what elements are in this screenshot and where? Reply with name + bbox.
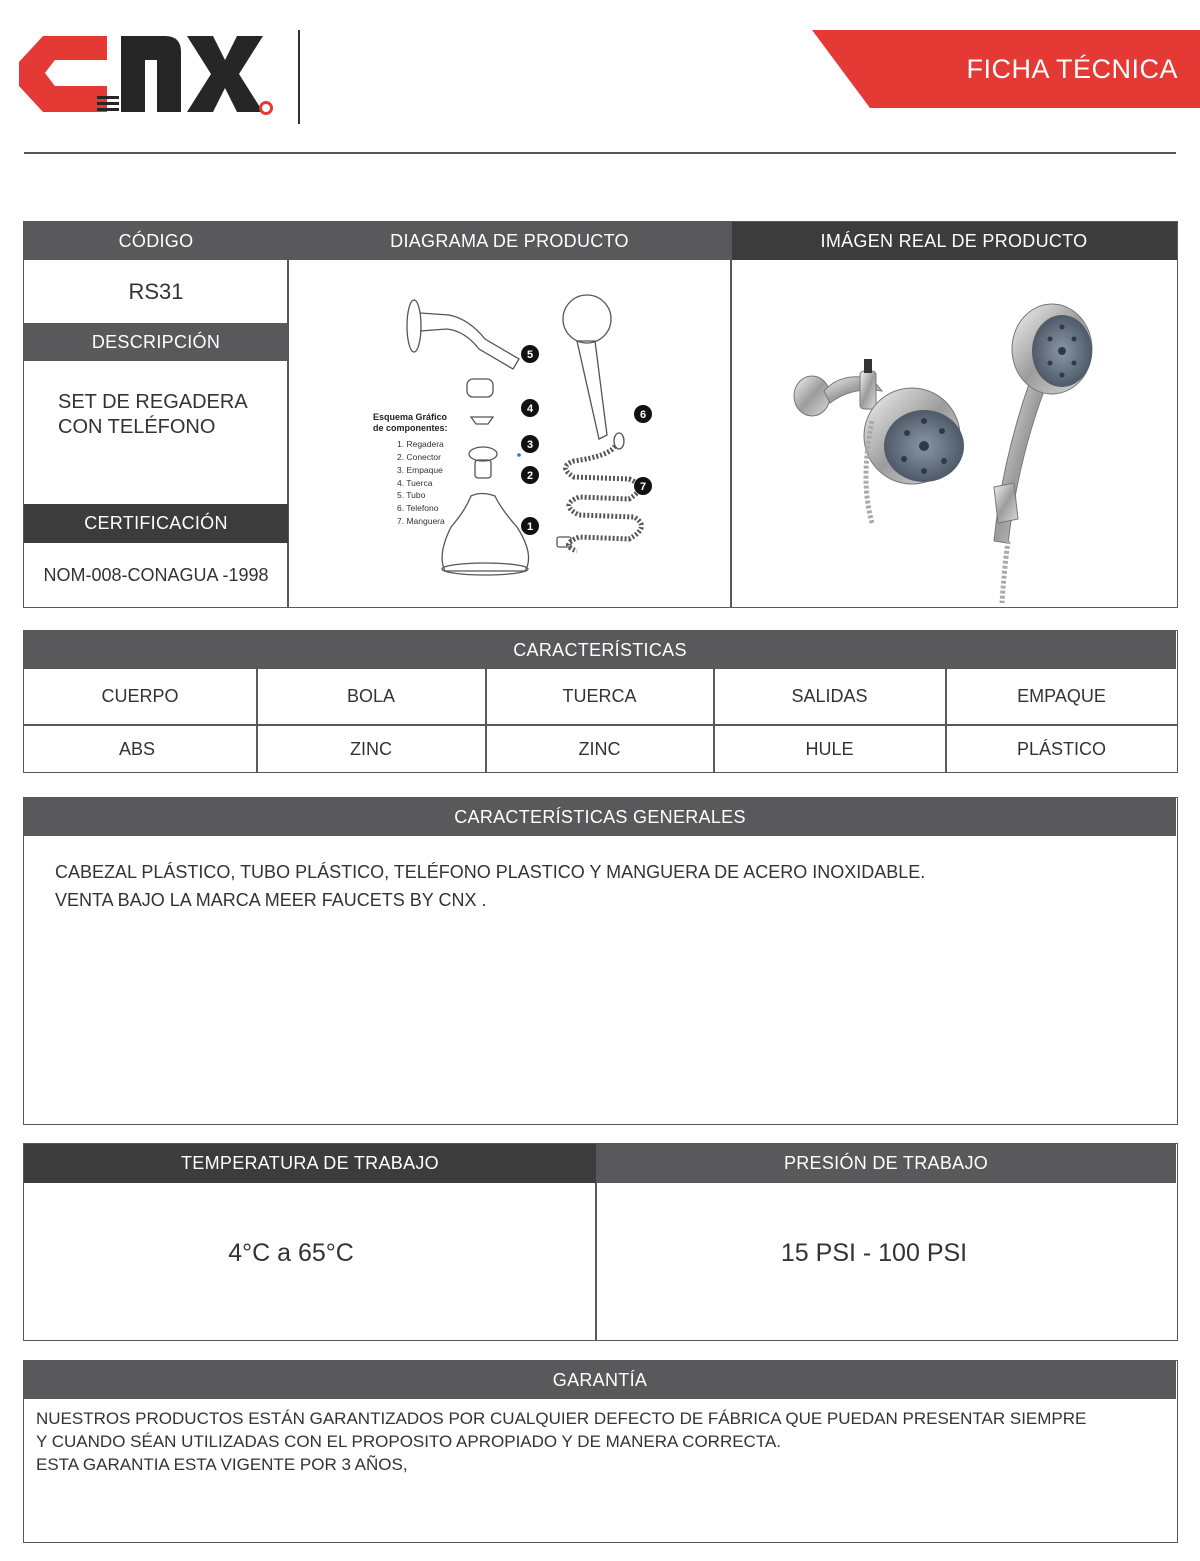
- marker-3: 3: [526, 439, 534, 451]
- marker-6: 6: [639, 409, 647, 421]
- warranty-line-2: Y CUANDO SÉAN UTILIZADAS CON EL PROPOSITO APROPIADO Y DE MANERA CORRECTA.: [36, 1432, 782, 1451]
- legend-item: 6. Telefono: [397, 503, 439, 513]
- legend-title-2: de componentes:: [373, 423, 448, 433]
- marker-7: 7: [639, 481, 647, 493]
- temperature-value: 4°C a 65°C: [228, 1238, 354, 1267]
- photo-header: IMÁGEN REAL DE PRODUCTO: [731, 222, 1177, 260]
- general-header: CARACTERÍSTICAS GENERALES: [24, 798, 1176, 836]
- product-table: [23, 221, 1178, 608]
- marker-4: 4: [526, 403, 534, 415]
- warranty-line-1: NUESTROS PRODUCTOS ESTÁN GARANTIZADOS POR CUALQUIER DEFECTO DE FÁBRICA QUE PUEDAN PRESENTAR SIEMPRE: [36, 1409, 1087, 1428]
- legend-item: 2. Conector: [397, 452, 441, 462]
- temperature-header: TEMPERATURA DE TRABAJO: [24, 1144, 596, 1183]
- legend-item: 3. Empaque: [397, 465, 443, 475]
- feature-col-salidas: SALIDAS: [791, 686, 868, 706]
- code-header: CÓDIGO: [24, 222, 288, 260]
- feature-col-cuerpo: CUERPO: [101, 686, 179, 706]
- warranty-header: GARANTÍA: [24, 1361, 1176, 1399]
- marker-2: 2: [526, 470, 534, 482]
- description-line-2: CON TELÉFONO: [58, 416, 216, 438]
- feature-col-empaque: EMPAQUE: [1017, 686, 1106, 706]
- features-header: CARACTERÍSTICAS: [24, 631, 1176, 669]
- diagram-header: DIAGRAMA DE PRODUCTO: [288, 222, 731, 260]
- warranty-line-3: ESTA GARANTIA ESTA VIGENTE POR 3 AÑOS,: [36, 1455, 408, 1474]
- cnx-logo: [15, 30, 285, 125]
- general-features: [23, 797, 1178, 1125]
- logo-divider: [298, 30, 300, 124]
- legend-item: 5. Tubo: [397, 490, 426, 500]
- marker-1: 1: [526, 521, 534, 533]
- certification-header: CERTIFICACIÓN: [24, 504, 288, 543]
- header-rule: [24, 152, 1176, 154]
- product-photo: [732, 261, 1176, 607]
- legend-item: 7. Manguera: [397, 516, 445, 526]
- feature-value-bola: ZINC: [350, 738, 392, 759]
- description-header: DESCRIPCIÓN: [24, 323, 288, 361]
- banner-title: FICHA TÉCNICA: [966, 54, 1178, 84]
- feature-value-empaque: PLÁSTICO: [1016, 738, 1107, 759]
- legend-title-1: Esquema Gráfico: [373, 412, 448, 422]
- general-line-1: CABEZAL PLÁSTICO, TUBO PLÁSTICO, TELÉFONO PLASTICO Y MANGUERA DE ACERO INOXIDABLE.: [55, 862, 926, 882]
- feature-value-salidas: HULE: [805, 738, 854, 759]
- working-conditions: [23, 1143, 1178, 1341]
- feature-col-tuerca: TUERCA: [562, 686, 637, 706]
- ficha-tecnica-banner: [812, 30, 1200, 108]
- legend-item: 4. Tuerca: [397, 478, 433, 488]
- features-table: [23, 630, 1178, 773]
- general-line-2: VENTA BAJO LA MARCA MEER FAUCETS BY CNX .: [55, 890, 487, 910]
- certification-value: NOM-008-CONAGUA -1998: [43, 564, 269, 585]
- feature-value-cuerpo: ABS: [118, 738, 156, 759]
- description-line-1: SET DE REGADERA: [58, 391, 248, 413]
- warranty: [23, 1360, 1178, 1543]
- feature-col-bola: BOLA: [346, 686, 396, 706]
- code-value: RS31: [128, 278, 184, 304]
- feature-value-tuerca: ZINC: [578, 738, 621, 759]
- description-text: [58, 390, 283, 440]
- marker-5: 5: [526, 349, 534, 361]
- pressure-value: 15 PSI - 100 PSI: [780, 1238, 968, 1267]
- pressure-header: PRESIÓN DE TRABAJO: [596, 1144, 1176, 1183]
- product-diagram: [289, 261, 729, 607]
- legend-item: 1. Regadera: [397, 439, 444, 449]
